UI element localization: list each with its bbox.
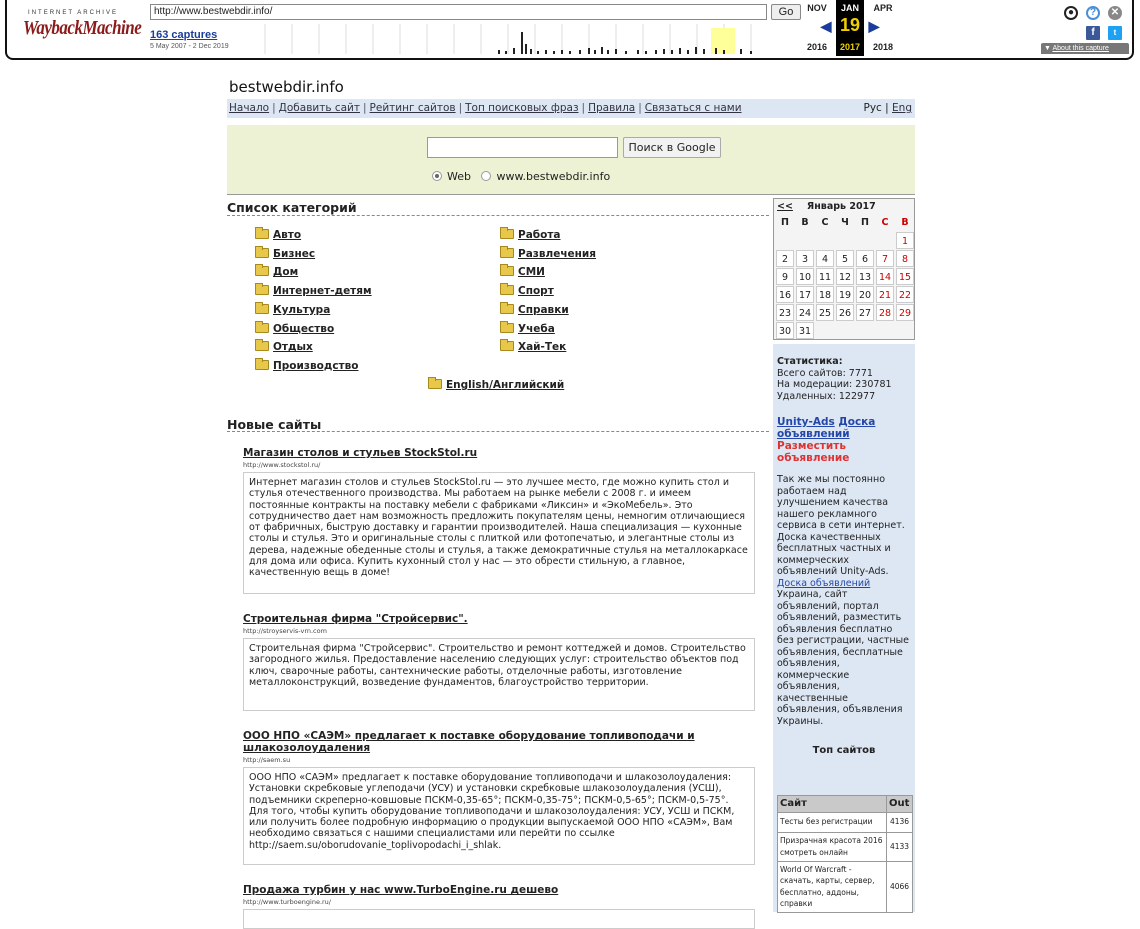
site-title: bestwebdir.info <box>229 78 344 96</box>
calendar-day[interactable]: 7 <box>876 250 894 267</box>
category-label: Работа <box>518 229 561 241</box>
calendar-day[interactable]: 18 <box>816 286 834 303</box>
facebook-icon[interactable]: f <box>1086 26 1100 40</box>
wayback-icons <box>1064 4 1124 44</box>
post-ad-link[interactable]: Разместить объявление <box>777 440 850 464</box>
calendar <box>773 198 915 340</box>
category-link[interactable] <box>255 266 298 278</box>
next-capture-arrow[interactable]: ▶ <box>868 18 880 34</box>
calendar-day[interactable]: 23 <box>776 304 794 321</box>
weekday-label: В <box>801 217 809 228</box>
category-link[interactable] <box>255 360 358 372</box>
radio-web[interactable] <box>432 171 442 181</box>
category-label: Развлечения <box>518 247 597 260</box>
folder-icon <box>255 341 269 351</box>
nav-home[interactable]: Начало <box>229 102 270 114</box>
category-link[interactable] <box>255 248 315 260</box>
category-label: Авто <box>273 229 302 241</box>
prev-year[interactable]: 2016 <box>806 42 828 52</box>
category-label: Хай-Тек <box>518 341 567 354</box>
lang-en[interactable]: Eng <box>892 102 912 114</box>
site-link[interactable]: Строительная фирма "Стройсервис". <box>243 613 468 625</box>
site-url: http://stroyservis-vrn.com <box>243 627 327 635</box>
folder-icon <box>255 360 269 370</box>
close-icon[interactable]: ✕ <box>1108 6 1122 20</box>
captures-link[interactable]: 163 captures <box>150 29 218 41</box>
category-label: Общество <box>273 322 335 335</box>
weekday-label: П <box>781 217 789 228</box>
radio-site[interactable] <box>481 171 491 181</box>
top-site-out: 4066 <box>887 861 913 912</box>
site-link[interactable]: Магазин столов и стульев StockStol.ru <box>243 447 478 459</box>
calendar-day[interactable]: 10 <box>796 268 814 285</box>
calendar-day[interactable]: 8 <box>896 250 914 267</box>
top-site-link[interactable]: Призрачная красота 2016 смотреть онлайн <box>780 836 883 857</box>
site-link[interactable]: Продажа турбин у нас www.TurboEngine.ru дешево <box>243 884 559 896</box>
folder-icon <box>255 229 269 239</box>
calendar-day[interactable]: 13 <box>856 268 874 285</box>
top-site-out: 4136 <box>887 812 913 832</box>
next-month[interactable]: APR <box>873 3 893 13</box>
folder-icon <box>500 285 514 295</box>
folder-icon <box>255 323 269 333</box>
category-link[interactable] <box>500 229 561 241</box>
category-link[interactable] <box>255 304 330 316</box>
nav-contact[interactable]: Связаться с нами <box>644 102 742 114</box>
calendar-day[interactable]: 29 <box>896 304 914 321</box>
calendar-day[interactable]: 17 <box>796 286 814 303</box>
stats-moderation: На модерации: 230781 <box>777 379 892 390</box>
radio-site-label: www.bestwebdir.info <box>496 170 611 183</box>
category-english-label: English/Английский <box>446 379 565 391</box>
weekday-label: С <box>881 217 889 228</box>
current-month-label: JAN <box>840 3 859 13</box>
nav-rules[interactable]: Правила <box>588 102 636 114</box>
category-link[interactable] <box>500 248 596 260</box>
calendar-day[interactable]: 24 <box>796 304 814 321</box>
language-switch: Рус | Eng <box>863 102 912 114</box>
folder-icon <box>255 285 269 295</box>
category-label: Производство <box>273 359 359 372</box>
site-description: Строительная фирма "Стройсервис". Строительство и ремонт коттеджей и домов. Строительство загородного жилья. Предоставление населению следующих услуг: строительство объектов под ключ, сварочные работы, сантехнические работы, отделочные работы, изготовление металлоконструкций, возведение фундаментов, благоустройство территории. <box>243 638 755 711</box>
site-link[interactable]: ООО НПО «САЭМ» предлагает к поставке оборудование топливоподачи и шлакозолоудаления <box>243 730 695 754</box>
calendar-title: Январь 2017 <box>806 201 876 212</box>
calendar-day[interactable]: 30 <box>776 322 794 339</box>
current-day: 19 <box>839 15 861 35</box>
site-description: ООО НПО «САЭМ» предлагает к поставке оборудование топливоподачи и шлакозолоудаления: Установки скребковые углеподачи (УСУ) и установки скребковые шлакозолоудаления (УСШ), подъемники скреперно-ковшовые ПСКМ-0,35-65°; ПСКМ-0,35-75°; ПСКМ-0,5-65°; ПСКМ-0,5-75°. Для того, чтобы купить оборудование топливоподачи и шлакозолоудаления: УСУ, УСШ и ПСКМ, или получить более подробную информацию о продукции выпускаемой ООО НПО «САЭМ», Вам необходимо связаться с нашими специалистами или перейти по ссылке http://saem.su/oborudovanie_toplivopodachi_i_shlak. <box>243 767 755 865</box>
sidebar-text: Так же мы постоянно работаем над улучшением качества нашего рекламного сервиса в сети интернет. Доска качественных бесплатных частных и коммерческих объявлений Unity-Ads. <box>777 474 905 577</box>
category-label: Бизнес <box>273 247 316 260</box>
category-label: Спорт <box>518 285 554 298</box>
top-sites-title: Топ сайтов <box>812 745 876 756</box>
calendar-day[interactable]: 5 <box>836 250 854 267</box>
calendar-day[interactable]: 14 <box>876 268 894 285</box>
calendar-day[interactable]: 11 <box>816 268 834 285</box>
folder-icon <box>500 248 514 258</box>
calendar-day[interactable]: 27 <box>856 304 874 321</box>
calendar-day[interactable]: 21 <box>876 286 894 303</box>
wayback-calendar-nav <box>803 0 899 56</box>
google-search-button[interactable]: Поиск в Google <box>623 137 721 158</box>
stats-total: Всего сайтов: 7771 <box>777 367 873 379</box>
calendar-day[interactable]: 31 <box>796 322 814 339</box>
help-icon[interactable]: ? <box>1086 6 1100 20</box>
nav-rating[interactable]: Рейтинг сайтов <box>369 102 456 114</box>
new-sites-heading: Новые сайты <box>227 417 769 432</box>
calendar-day[interactable]: 1 <box>896 232 914 249</box>
table-row <box>778 832 913 861</box>
calendar-day[interactable]: 22 <box>896 286 914 303</box>
current-year: 2017 <box>839 42 861 52</box>
calendar-day[interactable]: 28 <box>876 304 894 321</box>
category-label: Справки <box>518 303 569 316</box>
nav-top-phrases[interactable]: Топ поисковых фраз <box>465 102 579 114</box>
next-year[interactable]: 2018 <box>872 42 894 52</box>
folder-icon <box>428 379 442 389</box>
categories-heading: Список категорий <box>227 200 769 216</box>
table-row <box>778 812 913 832</box>
weekday-label: В <box>901 217 909 228</box>
folder-icon <box>255 304 269 314</box>
category-label: Дом <box>273 266 299 279</box>
category-english[interactable] <box>428 379 564 391</box>
category-label: СМИ <box>518 266 545 279</box>
category-link[interactable] <box>500 341 566 353</box>
top-nav: Начало | Добавить сайт | Рейтинг сайтов | Топ поисковых фраз | Правила | Связаться с нами Рус | Eng <box>227 99 915 118</box>
calendar-day[interactable]: 25 <box>816 304 834 321</box>
prev-month[interactable]: NOV <box>807 3 827 13</box>
top-sites-table <box>777 795 913 913</box>
go-button[interactable]: Go <box>771 4 801 20</box>
wayback-logo[interactable] <box>23 10 142 39</box>
logo-text: WaybackMachine <box>23 16 142 39</box>
calendar-day[interactable]: 6 <box>856 250 874 267</box>
twitter-icon[interactable]: t <box>1108 26 1122 40</box>
top-site-out: 4133 <box>887 832 913 861</box>
ad-board-link[interactable]: Доска объявлений <box>777 577 871 589</box>
calendar-day[interactable]: 15 <box>896 268 914 285</box>
weekday-label: П <box>861 217 869 228</box>
category-link[interactable] <box>255 323 334 335</box>
search-input[interactable] <box>427 137 618 158</box>
folder-icon <box>500 323 514 333</box>
search-scope <box>432 170 610 183</box>
category-label: Учеба <box>518 322 555 335</box>
category-label: Интернет-детям <box>273 285 372 298</box>
about-capture-label: About this capture <box>1052 45 1109 52</box>
about-capture-button[interactable]: ▼ About this capture <box>1041 43 1129 54</box>
lang-ru: Рус <box>863 102 882 114</box>
category-link[interactable] <box>500 304 569 316</box>
col-site: Сайт <box>778 796 887 813</box>
wayback-url-input[interactable]: http://www.bestwebdir.info/ <box>150 4 767 20</box>
radio-web-label: Web <box>447 170 471 183</box>
stats-title: Статистика: <box>777 356 843 367</box>
site-url: http://saem.su <box>243 756 291 764</box>
calendar-header <box>777 201 876 212</box>
sidebar <box>773 344 915 912</box>
folder-icon <box>500 341 514 351</box>
category-link[interactable] <box>500 266 545 278</box>
folder-icon <box>255 248 269 258</box>
folder-icon <box>500 304 514 314</box>
wayback-toolbar <box>5 0 1134 60</box>
calendar-day[interactable]: 16 <box>776 286 794 303</box>
table-row <box>778 861 913 912</box>
folder-icon <box>255 266 269 276</box>
user-icon[interactable]: ● <box>1064 6 1078 20</box>
top-site-link[interactable]: Тесты без регистрации <box>780 817 873 827</box>
category-link[interactable] <box>255 341 313 353</box>
captures-range: 5 May 2007 - 2 Dec 2019 <box>150 43 229 50</box>
top-site-link[interactable]: World Of Warcraft - скачать, карты, сервер, бесплатно, аддоны, справки <box>780 864 875 908</box>
ad-link-unity[interactable]: Unity-Ads <box>777 416 835 428</box>
category-label: Культура <box>273 303 331 316</box>
category-label: Отдых <box>273 341 313 354</box>
site-description: Интернет магазин столов и стульев StockStol.ru — это лучшее место, где можно купить стол и стулья отечественного производства. Мы работаем на рынке мебели с 2008 г. и имеем постоянные контракты на поставку мебели с фабриками «Ликсин» и «ЭкоМебель». Это сотрудничество дает нам возможность предложить покупателям цены, немногим отличающиеся от фабричных, быструю доставку и гарантии производителей. Наша специализация — кухонные столы и стулья. Это и оригинальные столы с плиткой или фотопечатью, и элегантные столы из дерева, надежные обеденные столы и стулья, а также демократичные стулья на металлокаркасе для дома или офиса. Купить кухонный стол у нас — это обрести стильную, а главное, качественную вещь в доме! <box>243 472 755 594</box>
search-panel <box>227 125 915 195</box>
calendar-day[interactable]: 26 <box>836 304 854 321</box>
category-link[interactable] <box>255 285 372 297</box>
ad-link-board[interactable]: Доска объявлений <box>777 416 876 440</box>
calendar-day[interactable]: 2 <box>776 250 794 267</box>
category-link[interactable] <box>500 323 555 335</box>
site-description <box>243 909 755 929</box>
capture-sparkline[interactable] <box>245 24 777 54</box>
folder-icon <box>500 229 514 239</box>
stats-deleted: Удаленных: 122977 <box>777 390 876 402</box>
calendar-day[interactable]: 3 <box>796 250 814 267</box>
site-url: http://www.turboengine.ru/ <box>243 898 331 906</box>
folder-icon <box>500 266 514 276</box>
calendar-day[interactable]: 20 <box>856 286 874 303</box>
nav-add-site[interactable]: Добавить сайт <box>278 102 360 114</box>
calendar-day[interactable]: 12 <box>836 268 854 285</box>
weekday-label: С <box>821 217 829 228</box>
category-link[interactable] <box>500 285 554 297</box>
site-url: http://www.stockstol.ru/ <box>243 461 321 469</box>
calendar-day[interactable]: 19 <box>836 286 854 303</box>
calendar-day[interactable]: 9 <box>776 268 794 285</box>
category-link[interactable] <box>255 229 301 241</box>
calendar-prev[interactable]: << <box>777 201 793 212</box>
weekday-label: Ч <box>841 217 849 228</box>
calendar-day[interactable]: 4 <box>816 250 834 267</box>
prev-capture-arrow[interactable]: ◀ <box>820 18 832 34</box>
col-out: Out <box>887 796 913 813</box>
logo-top-text: INTERNET ARCHIVE <box>28 10 118 16</box>
sidebar-text-2: Украина, сайт объявлений, портал объявлений, разместить объявления бесплатно без регистрации, частные объявления, бесплатные объявления, коммерческие объявления, качественные объявления, объявления Украины. <box>777 589 910 727</box>
